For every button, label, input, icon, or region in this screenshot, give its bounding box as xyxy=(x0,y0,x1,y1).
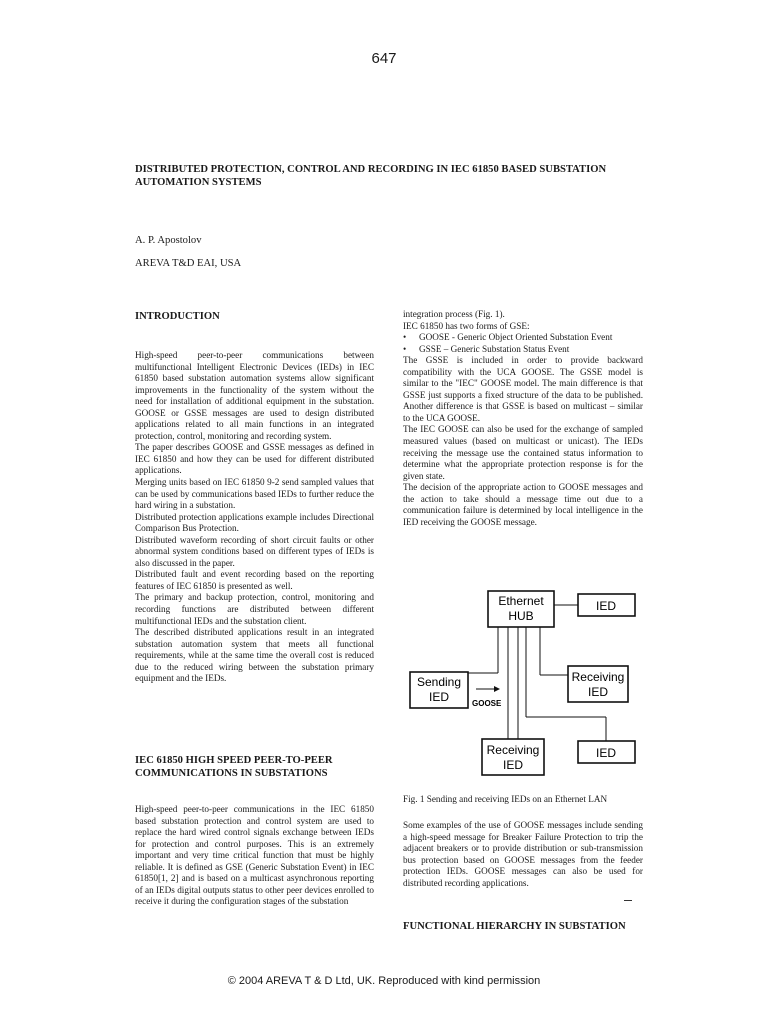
introduction-body xyxy=(135,350,374,685)
affiliation: AREVA T&D EAI, USA xyxy=(135,258,242,269)
paragraph: integration process (Fig. 1). xyxy=(403,309,505,319)
hub-label-1: Ethernet xyxy=(498,594,544,608)
divider xyxy=(624,900,632,901)
paragraph: High-speed peer-to-peer communications in the IEC 61850 based substation protection and control system are used to replace the hard wired control signals exchange between IEDs for protection and control purposes. This is an extremely important and very time critical function that must be highly reliable. It is defined as GSE (Generic Substation Event) in IEC 61850[1, 2] and is based on a multicast asynchronous reporting of an IEDs digital outputs status to other peer devices enrolled to receive it during the configuration stages of the substation xyxy=(135,804,374,907)
receiving-label-2: IED xyxy=(587,685,609,699)
arrow-head-icon xyxy=(494,686,500,692)
paragraph: The primary and backup protection, control, monitoring and recording functions are distributed between different multifunctional IEDs and the substation client. xyxy=(135,592,374,626)
paragraph: Distributed protection applications example includes Directional Comparison Bus Protection. xyxy=(135,511,374,534)
paper-title: DISTRIBUTED PROTECTION, CONTROL AND RECORDING IN IEC 61850 BASED SUBSTATION AUTOMATION SYSTEMS xyxy=(135,164,607,188)
bullet-icon: • xyxy=(403,343,407,354)
heading-functional-hierarchy: FUNCTIONAL HIERARCHY IN SUBSTATION xyxy=(403,921,626,932)
paragraph: High-speed peer-to-peer communications between multifunctional Intelligent Electronic Devices (IEDs) in IEC 61850 based substation automation systems allow significant improvements in the functionality of the system without the need for installation of additional equipment in the substation. GOOSE or GSSE messages are used to design distributed applications related to all main functions in an integrated protection, control, monitoring and recording system. xyxy=(135,350,374,441)
list-item xyxy=(403,344,643,356)
copyright-footer: © 2004 AREVA T & D Ltd, UK. Reproduced with kind permission xyxy=(227,975,541,987)
ied-label-top: IED xyxy=(595,599,617,613)
list-item xyxy=(403,332,643,344)
author: A. P. Apostolov xyxy=(135,235,202,246)
paragraph: The described distributed applications result in an integrated substation automation system that meets all functional requirements, while at the same time the overall cost is reduced due to the reduced wiring between the substation primary equipment and the IEDs. xyxy=(135,627,374,684)
paragraph: The IEC GOOSE can also be used for the exchange of sampled measured values (based on multicast or unicast). The IEDs receiving the message use the contained status information to determine what the appropriate protection response is for the given state. xyxy=(403,424,643,481)
figure-caption: Fig. 1 Sending and receiving IEDs on an Ethernet LAN xyxy=(403,794,608,804)
paragraph: IEC 61850 has two forms of GSE: xyxy=(403,320,530,331)
hub-label-2: HUB xyxy=(508,609,534,623)
list-item-text: GSSE – Generic Substation Status Event xyxy=(419,343,570,354)
paragraph: The paper describes GOOSE and GSSE messages as defined in IEC 61850 and how they can be used for different distributed applications. xyxy=(135,442,374,476)
heading-introduction: INTRODUCTION xyxy=(135,311,220,322)
paragraph: The GSSE is included in order to provide backward compatibility with the UCA GOOSE. The GSSE model is similar to the "IEC" GOOSE model. The main difference is that GSSE just supports a fixed structure of the data to be published. Another difference is that GSSE is based on multicast – similar to the UCA GOOSE. xyxy=(403,355,643,423)
right-column-body xyxy=(403,309,643,528)
paragraph: Distributed fault and event recording based on the reporting features of IEC 61850 is presented as well. xyxy=(135,569,374,591)
list-item-text: GOOSE - Generic Object Oriented Substation Event xyxy=(419,332,613,343)
figure-ethernet-lan xyxy=(400,585,650,780)
sending-label-1: Sending xyxy=(416,675,462,689)
ied-label-bottom: IED xyxy=(595,746,617,760)
peer-to-peer-body xyxy=(135,804,374,908)
examples-body xyxy=(403,820,643,889)
receiving-label-2: IED xyxy=(502,758,524,772)
page-number: 647 xyxy=(371,50,397,67)
paragraph: The decision of the appropriate action to GOOSE messages and the action to take should a message time out due to a communication failure is determined by local intelligence in the IED receiving the GOOSE message. xyxy=(403,482,643,527)
receiving-label-1: Receiving xyxy=(486,743,540,757)
paragraph: Distributed waveform recording of short circuit faults or other abnormal system conditions based on different types of IEDs is also discussed in the paper. xyxy=(135,534,374,568)
paragraph: Some examples of the use of GOOSE messages include sending a high-speed message for Breaker Failure Protection to trip the adjacent breakers or to provide distribution or sub-transmission bus protection based on GOOSE messages from the feeder protection IEDs. GOOSE messages can also be used for distributed recording applications. xyxy=(403,820,643,888)
heading-peer-to-peer: IEC 61850 HIGH SPEED PEER-TO-PEER COMMUNICATIONS IN SUBSTATIONS xyxy=(135,755,333,779)
bullet-icon: • xyxy=(403,332,407,343)
goose-label: GOOSE xyxy=(472,699,502,708)
paragraph: Merging units based on IEC 61850 9-2 send sampled values that can be used by communications based IEDs to further reduce the hard wiring in a substation. xyxy=(135,477,374,511)
sending-label-2: IED xyxy=(428,690,450,704)
receiving-label-1: Receiving xyxy=(571,670,625,684)
